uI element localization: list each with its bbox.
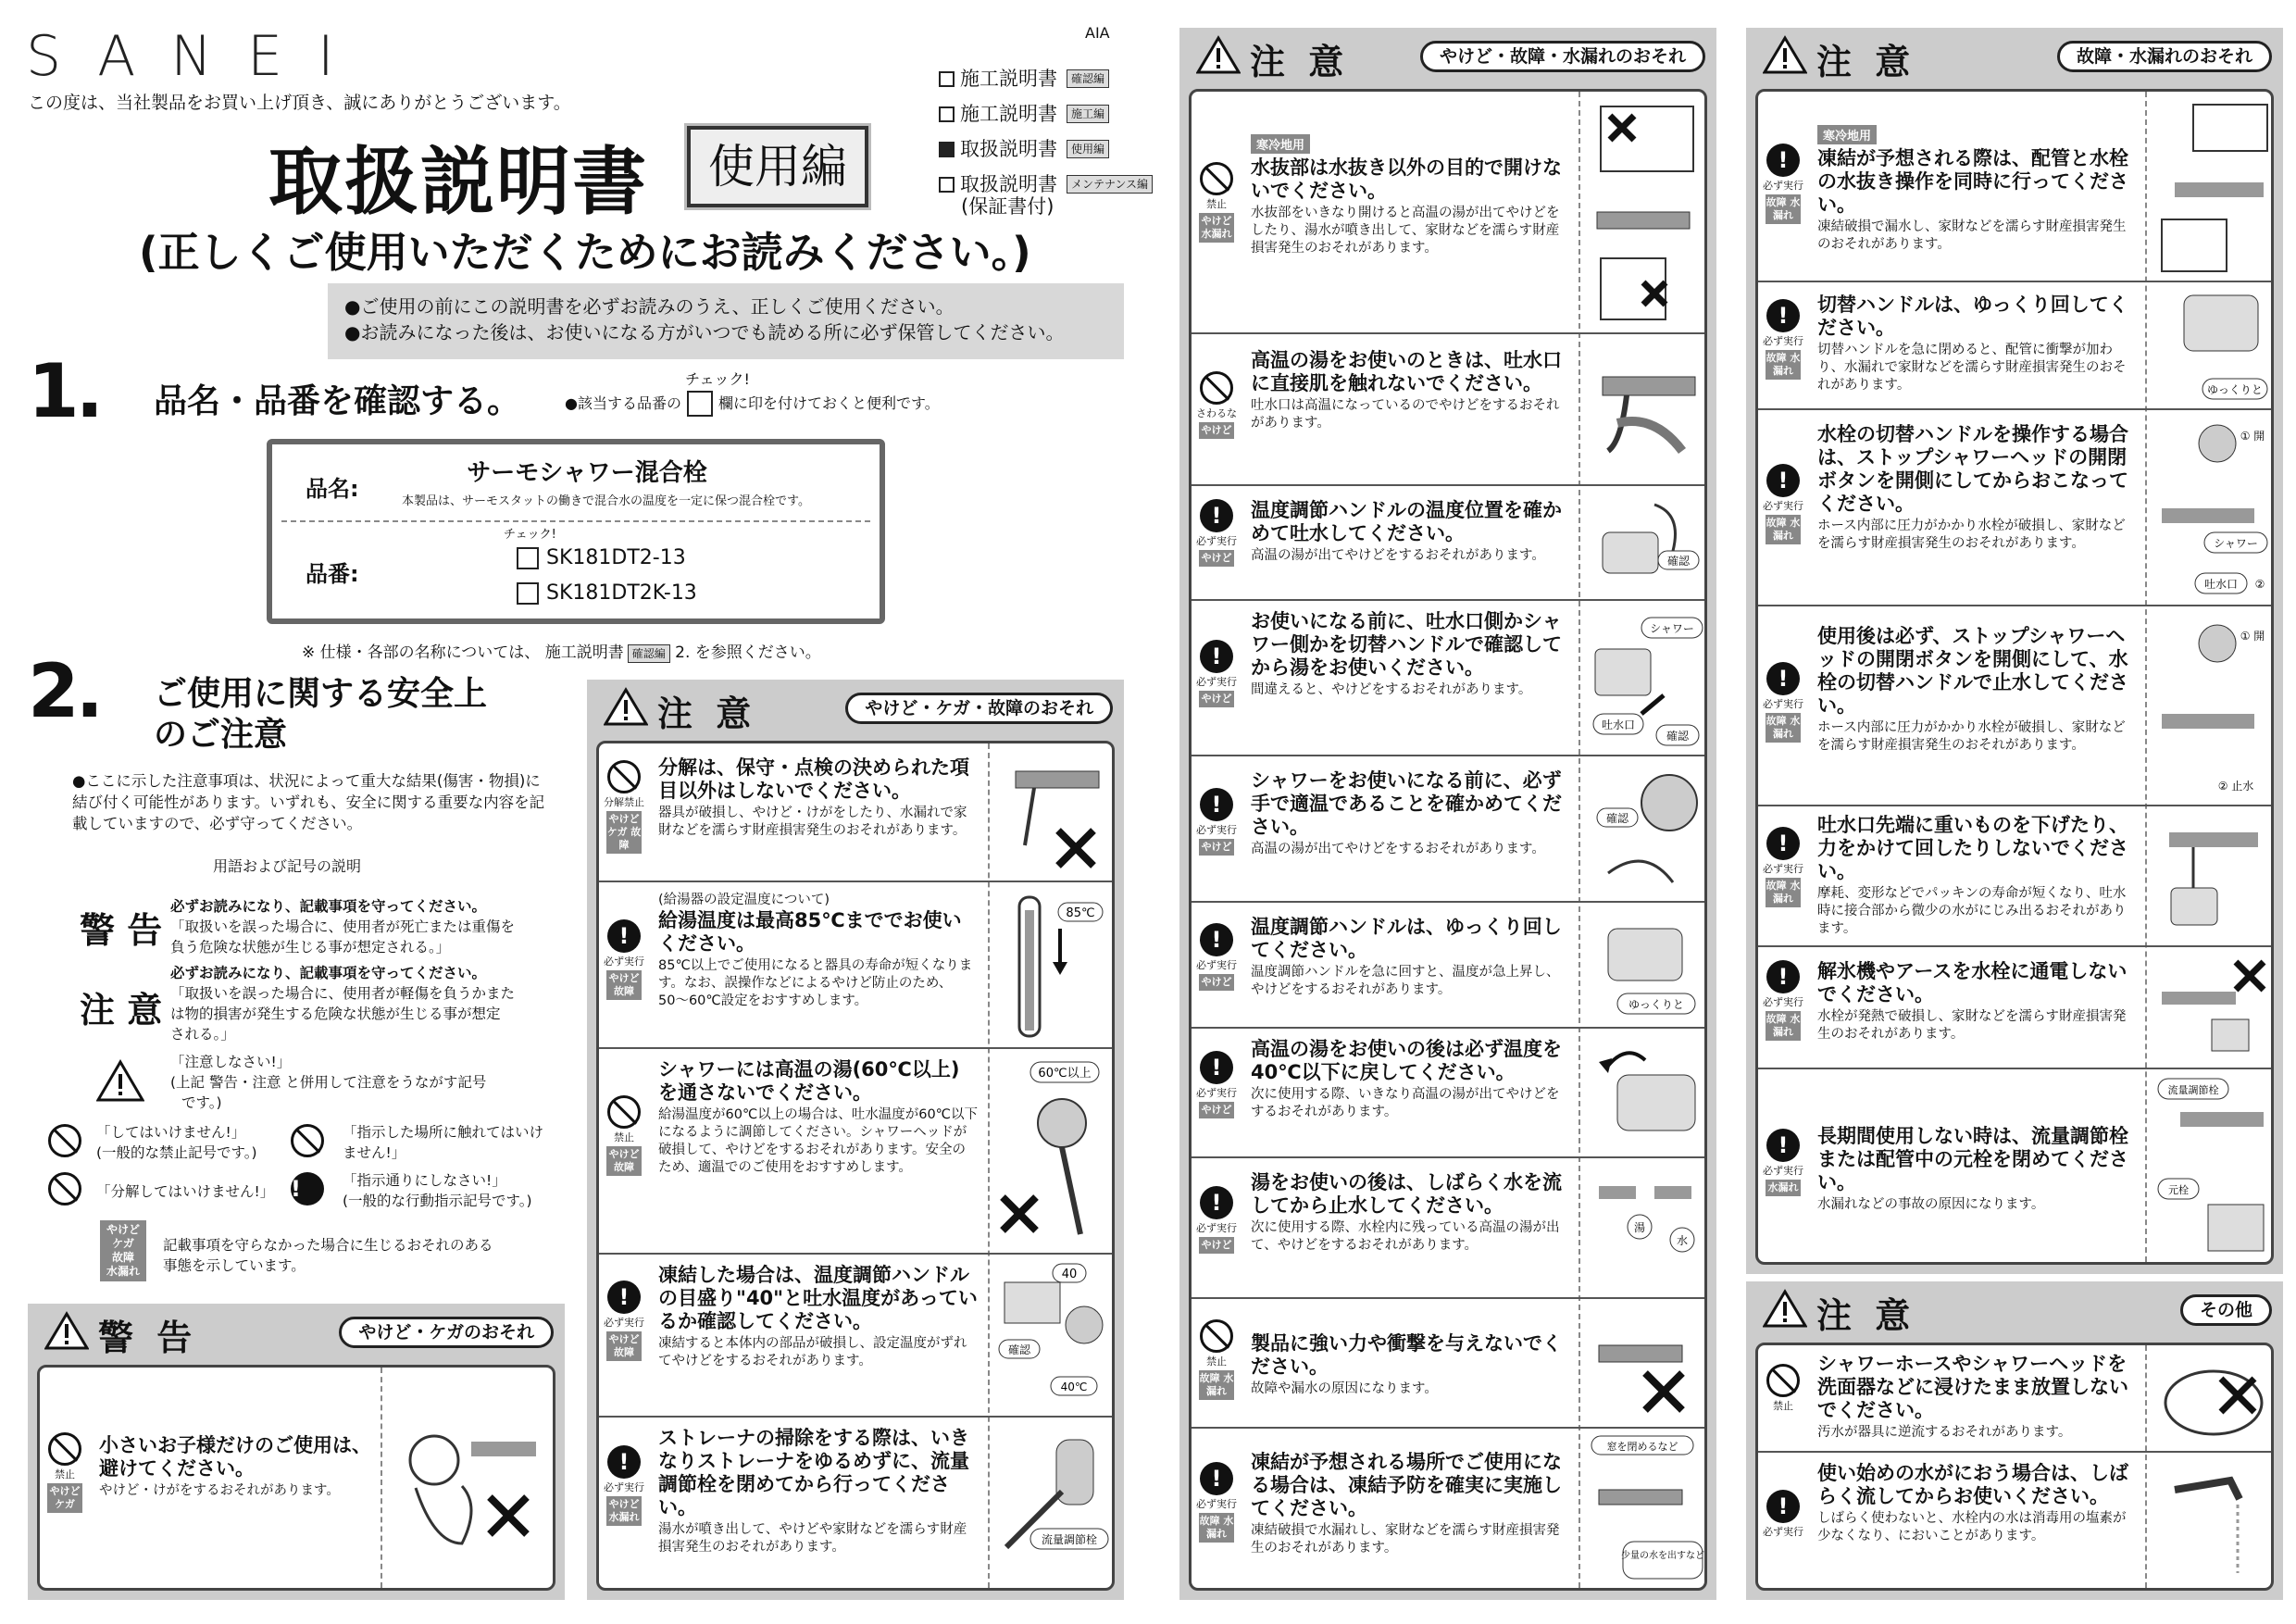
- temp-handle-illustration: [1590, 495, 1704, 592]
- caution-item: ! 必ず実行 やけど 湯をお使いの後は、しばらく水を流してから止水してください。 次に使用する際、水栓内に残っている高温の湯が出て、やけどをするおそれがあります。 湯 水: [1192, 1158, 1704, 1299]
- mandatory-icon: !: [1766, 662, 1800, 695]
- svg-text:元栓: 元栓: [2168, 1184, 2189, 1196]
- drain-plug-illustration: [1588, 101, 1704, 323]
- mandatory-icon: !: [1200, 923, 1233, 956]
- heavy-object-illustration: [2156, 814, 2271, 940]
- panel-title: 注 意: [1816, 1295, 1916, 1336]
- svg-text:窓を閉めるなど: 窓を閉めるなど: [1606, 1441, 1678, 1453]
- panel-pill: 故障・水漏れのおそれ: [2057, 41, 2272, 72]
- caution-item: ! 必ず実行 故障 水漏れ 寒冷地用 凍結が予想される際は、配管と水栓の水抜き操作を同時に行ってください。 凍結破損で漏水し、家財などを濡らす財産損害発生のおそれがあります。: [1758, 92, 2271, 282]
- mandatory-icon: !: [607, 1280, 641, 1314]
- product-desc: 本製品は、サーモスタットの働きで混合水の温度を一定に保つ混合栓です。: [402, 494, 810, 508]
- warning-panel: [28, 1304, 565, 1600]
- checkbox-sample: [687, 391, 713, 417]
- product-box: 品名: サーモシャワー混合栓 本製品は、サーモスタットの働きで混合水の温度を一定に保つ混合栓です。 品番: チェック! SK181DT2-13 SK181DT2K-13: [267, 439, 885, 624]
- model-checkbox[interactable]: [517, 547, 539, 569]
- caution-item: ! 必ず実行 故障 水漏れ 使用後は必ず、ストップシャワーヘッドの開閉ボタンを開側にして、水栓の切替ハンドルで止水してください。 ホース内部に圧力がかかり水栓が破損し、家財などを濡らす財産損害発生のおそれがあります。 ① 開 ② 止水: [1758, 606, 2271, 806]
- checkbox[interactable]: [939, 106, 955, 122]
- svg-text:① 開: ① 開: [2240, 430, 2265, 443]
- panel-title: 注 意: [1250, 42, 1350, 82]
- panel-pill: やけど・故障・水漏れのおそれ: [1420, 41, 1705, 72]
- caution-item: ! 必ず実行 やけど 故障 凍結した場合は、温度調節ハンドルの目盛り"40"と吐水温度があっているか確認してください。 凍結すると本体内の部品が破損し、設定温度がずれてやけどをするおそれがあります。 40 確認 40℃: [599, 1255, 1112, 1418]
- section-heading: 品名・品番を確認する。: [154, 382, 521, 420]
- mandatory-icon: !: [1200, 788, 1233, 821]
- triangle-legend: 「注意しなさい!」 (上記 警告・注意 と併用して注意をうながす記号 です。): [170, 1054, 487, 1111]
- safety-intro: ●ここに示した注意事項は、状況によって重大な結果(傷害・物損)に結び付く可能性があります。いずれも、安全に関する重要な内容を記載していますので、必ず守ってください。: [72, 772, 545, 832]
- mandatory-icon: !: [1200, 499, 1233, 532]
- caution-item: ! 必ず実行 やけど 温度調節ハンドルの温度位置を確かめて吐水してください。 高温の湯が出てやけどをするおそれがあります。 確認: [1192, 486, 1704, 601]
- panel-title: 注 意: [1816, 42, 1916, 82]
- caution-item: 禁止 やけど 水漏れ 寒冷地用 水抜部は水抜き以外の目的で開けないでください。 水抜部をいきなり開けると高温の湯が出てやけどをしたり、湯水が噴き出して、家財などを濡らす財産損害発生のおそれがあります。: [1192, 92, 1704, 334]
- divider: [281, 520, 870, 522]
- svg-text:シャワー: シャワー: [1650, 622, 1694, 635]
- warning-triangle-icon: [44, 1311, 89, 1350]
- svg-text:確認: 確認: [1605, 812, 1629, 825]
- caution-panel: [1746, 1281, 2283, 1600]
- model-list: SK181DT2-13 SK181DT2K-13: [517, 541, 697, 611]
- mandatory-icon: !: [607, 1445, 641, 1479]
- doc-code: AIA: [1085, 24, 1110, 42]
- product-name-label: 品名:: [306, 476, 359, 502]
- svg-text:シャワー: シャワー: [2214, 537, 2258, 550]
- legend-title: 用語および記号の説明: [213, 857, 362, 875]
- no-disassemble-legend: 「分解してはいけません!」: [96, 1183, 275, 1200]
- mandatory-icon: !: [291, 1172, 324, 1208]
- svg-text:60℃以上: 60℃以上: [1038, 1067, 1092, 1081]
- svg-text:吐水口: 吐水口: [2203, 578, 2239, 591]
- doclist-item: 取扱説明書 メンテナンス編: [939, 172, 1153, 196]
- running-water-illustration: [2156, 1462, 2271, 1584]
- hand-shower-illustration: [1590, 762, 1704, 897]
- prohibit-legend: 「してはいけません!」 (一般的な禁止記号です。): [96, 1124, 257, 1161]
- caution-item: ! 必ず実行 やけど シャワーをお使いになる前に、必ず手で適温であることを確かめてください。 高温の湯が出てやけどをするおそれがあります。 確認: [1192, 756, 1704, 903]
- warning-text: 必ずお読みになり、記載事項を守ってください。 「取扱いを誤った場合に、使用者が死亡または重傷を 負う危険な状態が生じる事が想定される。」: [170, 898, 516, 956]
- valve-close-illustration: [2152, 1075, 2273, 1262]
- mandatory-icon: !: [607, 919, 641, 953]
- caution-item: ! 必ず実行 やけど 温度調節ハンドルは、ゆっくり回してください。 温度調節ハンドルを急に回すと、温度が急上昇し、やけどをするおそれがあります。 ゆっくりと: [1192, 903, 1704, 1029]
- dial-40-illustration: [995, 1260, 1114, 1414]
- mandatory-icon: !: [1200, 1051, 1233, 1084]
- thaw-device-illustration: [2156, 955, 2271, 1064]
- caution-item: 禁止 シャワーホースやシャワーヘッドを洗面器などに浸けたまま放置しないでください。 汚水が器具に逆流するおそれがあります。: [1758, 1345, 2271, 1453]
- mandatory-icon: !: [1766, 827, 1800, 860]
- reference-note: ※ 仕様・各部の名称については、 施工説明書 確認編 2. を参照ください。: [302, 643, 821, 662]
- hot-cold-illustration: [1590, 1168, 1704, 1293]
- mandatory-icon: !: [1766, 1129, 1800, 1162]
- caution-item: ! 必ず実行 故障 水漏れ 水栓の切替ハンドルを操作する場合は、ストップシャワーヘッドの開閉ボタンを開側にしてからおこなってください。 ホース内部に圧力がかかり水栓が破損し、家財などを濡らす財産損害発生のおそれがあります。 ① 開 シャワー 吐水口 ②: [1758, 410, 2271, 606]
- panel-body: [1755, 1343, 2274, 1591]
- faucet-disassemble-illustration: [997, 753, 1112, 873]
- caution-panel: [1746, 28, 2283, 1274]
- mandatory-icon: !: [1200, 1186, 1233, 1219]
- warning-label: 警 告: [80, 910, 163, 951]
- basin-illustration: [2156, 1351, 2271, 1447]
- svg-text:ゆっくりと: ゆっくりと: [2207, 383, 2263, 396]
- slow-turn-illustration: [1590, 910, 1704, 1023]
- mandatory-icon: !: [1766, 464, 1800, 497]
- caution-item: ! 必ず実行 故障 水漏れ 切替ハンドルは、ゆっくり回してください。 切替ハンドルを急に閉めると、配管に衝撃が加わり、水漏れで家財などを濡らす財産損害発生のおそれがあります。 ゆっくりと: [1758, 282, 2271, 410]
- caution-item: さわるな やけど 高温の湯をお使いのときは、吐水口に直接肌を触れないでください。 吐水口は高温になっているのでやけどをするおそれがあります。: [1192, 334, 1704, 486]
- caution-item: ! 必ず実行 水漏れ 長期間使用しない時は、流量調節栓または配管中の元栓を閉めてください。 水漏れなどの事故の原因になります。 流量調節栓 元栓: [1758, 1069, 2271, 1265]
- brand-logo: SANEI: [26, 24, 369, 89]
- caution-item: 禁止 故障 水漏れ 製品に強い力や衝撃を与えないでください。 故障や漏水の原因になります。: [1192, 1299, 1704, 1429]
- shower-head-illustration: [997, 1058, 1112, 1243]
- section-number: 1.: [28, 348, 101, 434]
- caution-item: ! 必ず実行 やけど お使いになる前に、吐水口側かシャワー側かを切替ハンドルで確認してから湯をお使いください。 間違えると、やけどをするおそれがあります。 シャワー 吐水口 確認: [1192, 601, 1704, 756]
- edition-badge: 使用編: [687, 126, 868, 207]
- reset-40-illustration: [1590, 1038, 1704, 1149]
- caution-panel: [1179, 28, 1716, 1600]
- mandatory-icon: !: [1766, 1490, 1800, 1523]
- panel-title: 警 告: [98, 1318, 198, 1358]
- hazard-tag-sample: やけど ケガ 故障 水漏れ: [100, 1220, 146, 1281]
- svg-text:流量調節栓: 流量調節栓: [1041, 1533, 1098, 1546]
- switch-handle-illustration: [1586, 612, 1706, 751]
- spout-illustration: [1590, 349, 1704, 469]
- caution-panel: [587, 680, 1124, 1600]
- caution-text: 必ずお読みになり、記載事項を守ってください。 「取扱いを誤った場合に、使用者が軽傷を負うかまた は物的損害が発生する危険な状態が生じる事が想定 される。」: [170, 965, 516, 1043]
- no-touch-icon: [1200, 371, 1233, 405]
- doclist-note: (保証書付): [961, 195, 1054, 218]
- item-text: 小さいお子様だけのご使用は、避けてください。 やけど・けがをするおそれがあります。: [99, 1434, 371, 1498]
- model-checkbox[interactable]: [517, 582, 539, 605]
- panel-title: 注 意: [657, 693, 757, 734]
- stop-shower-open-illustration: [2152, 416, 2273, 601]
- caution-item: ! 必ず実行 故障 水漏れ 吐水口先端に重いものを下げたり、力をかけて回したりしないでください。 摩耗、変形などでパッキンの寿命が短くなり、吐水時に接合部から微少の水がにじみ出るおそれがあります。: [1758, 806, 2271, 947]
- caution-item: ! 必ず実行 故障 水漏れ 解氷機やアースを水栓に通電しないでください。 水栓が発熱で破損し、家財などを濡らす財産損害発生のおそれがあります。: [1758, 947, 2271, 1069]
- svg-text:水: 水: [1676, 1234, 1689, 1247]
- doclist-item: 施工説明書 施工編: [939, 96, 1153, 131]
- subtitle: (正しくご使用いただくためにお読みください。): [139, 228, 1031, 277]
- thermometer-illustration: [1006, 892, 1108, 1040]
- prohibit-icon: [607, 1095, 641, 1129]
- svg-text:②: ②: [2254, 578, 2265, 591]
- panel-pill: その他: [2180, 1294, 2272, 1326]
- mandatory-icon: !: [1200, 640, 1233, 673]
- no-touch-legend: 「指示した場所に触れてはいけ ません!」: [343, 1124, 544, 1161]
- prohibit-icon: [1200, 1319, 1233, 1353]
- svg-text:40: 40: [1061, 1268, 1078, 1281]
- caution-item: 分解禁止 やけど ケガ 故障 分解は、保守・点検の決められた項目以外はしないでください。 器具が破損し、やけど・けがをしたり、水漏れで家財などを濡らす財産損害発生のおそれがあります。: [599, 743, 1112, 882]
- prohibit-icon: [48, 1432, 81, 1466]
- warning-triangle-icon: [1763, 1289, 1807, 1328]
- warning-triangle-icon: [604, 687, 648, 726]
- prohibit-icon: [1766, 1364, 1800, 1397]
- hazard-tag-legend: 記載事項を守らなかった場合に生じるおそれのある 事態を示しています。: [163, 1237, 493, 1274]
- strainer-illustration: [997, 1427, 1112, 1584]
- product-name: サーモシャワー混合栓: [467, 459, 707, 487]
- svg-text:確認: 確認: [1666, 555, 1691, 568]
- switch-slow-illustration: [2156, 290, 2271, 405]
- mandatory-icon: !: [1766, 144, 1800, 177]
- drain-operation-illustration: [2156, 99, 2271, 275]
- panel-body: [37, 1365, 555, 1591]
- section-heading: ご使用に関する安全上 のご注意: [154, 675, 488, 754]
- panel-header: [1179, 28, 1716, 80]
- impact-illustration: [1590, 1308, 1704, 1419]
- doclist-item: 施工説明書 確認編: [939, 61, 1153, 96]
- svg-text:湯: 湯: [1633, 1221, 1646, 1234]
- mandatory-icon: !: [1766, 960, 1800, 993]
- document-list: [939, 61, 1153, 217]
- read-notice: ●ご使用の前にこの説明書を必ずお読みのうえ、正しくご使用ください。 ●お読みになった後は、お使いになる方がいつでも読める所に必ず保管してください。: [328, 283, 1124, 359]
- caution-item: 禁止 やけど 故障 シャワーには高温の湯(60℃以上)を通さないでください。 給湯温度が60℃以上の場合は、吐水温度が60℃以下になるように調節してください。シャワーヘッドが破損して、やけどをするおそれがあります。安全のため、適温でのご使用をおすすめします。 60℃以上: [599, 1049, 1112, 1255]
- greeting: この度は、当社製品をお買い上げ頂き、誠にありがとうございます。: [28, 93, 571, 113]
- panel-body: [596, 741, 1115, 1591]
- mandatory-legend: 「指示通りにしなさい!」 (一般的な行動指示記号です。): [343, 1172, 532, 1209]
- item-symbol: 禁止 やけど ケガ: [44, 1432, 86, 1513]
- check-hint: チェック! ●該当する品番の 欄に印を付けておくと便利です。: [565, 369, 940, 417]
- panel-header: [587, 680, 1124, 734]
- mandatory-icon: !: [1766, 299, 1800, 332]
- warning-triangle-icon: [96, 1059, 144, 1102]
- prohibit-icon: [48, 1124, 81, 1160]
- panel-header: [1746, 28, 2283, 80]
- prohibit-icon: [1200, 162, 1233, 195]
- mandatory-icon: !: [1200, 1462, 1233, 1495]
- panel-body: [1189, 89, 1707, 1591]
- no-disassemble-icon: [48, 1172, 81, 1208]
- checkbox[interactable]: [939, 71, 955, 87]
- section-number: 2.: [28, 648, 101, 734]
- no-touch-icon: [291, 1124, 324, 1160]
- caution-item: ! 必ず実行 やけど 故障 (給湯器の設定温度について) 給湯温度は最高85℃まででお使いください。 85℃以上でご使用になると器具の寿命が短くなります。なお、誤操作などによるやけど防止のため、50〜60℃設定をおすすめします。 85℃: [599, 882, 1112, 1049]
- svg-text:ゆっくりと: ゆっくりと: [1628, 998, 1684, 1011]
- page-title: 取扱説明書: [268, 139, 648, 225]
- svg-text:40℃: 40℃: [1060, 1380, 1088, 1393]
- caution-item: ! 必ず実行 やけど 高温の湯をお使いの後は必ず温度を40℃以下に戻してください。 次に使用する際、いきなり高温の湯が出てやけどをするおそれがあります。: [1192, 1029, 1704, 1158]
- panel-header: [1746, 1281, 2283, 1336]
- panel-header: [28, 1304, 565, 1358]
- svg-text:確認: 確認: [1007, 1343, 1031, 1356]
- product-number-label: 品番:: [306, 561, 359, 587]
- svg-text:① 開: ① 開: [2240, 630, 2265, 643]
- doclist-item: 取扱説明書 使用編: [939, 131, 1153, 167]
- temp-85-label: 85℃: [1066, 906, 1095, 920]
- svg-text:流量調節栓: 流量調節栓: [2167, 1084, 2219, 1096]
- no-disassemble-icon: [607, 760, 641, 793]
- caution-label: 注 意: [80, 990, 163, 1031]
- svg-text:吐水口: 吐水口: [1601, 718, 1636, 731]
- freeze-prevention-illustration: [1586, 1434, 1706, 1588]
- svg-text:確認: 確認: [1666, 730, 1690, 743]
- panel-pill: やけど・ケガ・故障のおそれ: [845, 693, 1113, 724]
- checkbox[interactable]: [939, 177, 955, 193]
- panel-pill: やけど・ケガのおそれ: [339, 1317, 554, 1348]
- svg-text:② 止水: ② 止水: [2217, 780, 2254, 793]
- stop-shower-close-illustration: [2152, 612, 2273, 801]
- checkbox-checked[interactable]: [939, 142, 955, 157]
- warning-triangle-icon: [1196, 35, 1241, 74]
- child-faucet-illustration: [388, 1405, 545, 1562]
- panel-body: [1755, 89, 2274, 1265]
- caution-item: ! 必ず実行 使い始めの水がにおう場合は、しばらく流してからお使いください。 しばらく使わないと、水栓内の水は消毒用の塩素が少なくなり、においことがあります。: [1758, 1453, 2271, 1591]
- svg-text:少量の水を出すなど: 少量の水を出すなど: [1621, 1551, 1704, 1561]
- caution-item: ! 必ず実行 故障 水漏れ 凍結が予想される場所でご使用になる場合は、凍結予防を確実に実施してください。 凍結破損で水漏れし、家財などを濡らす財産損害発生のおそれがあります。 窓を閉めるなど 少量の水を出すなど: [1192, 1429, 1704, 1591]
- warning-triangle-icon: [1763, 35, 1807, 74]
- caution-item: ! 必ず実行 やけど 水漏れ ストレーナの掃除をする際は、いきなりストレーナをゆるめずに、流量調節栓を閉めてから行ってください。 湯水が噴き出して、やけどや家財などを濡らす財産損害発生のおそれがあります。 流量調節栓: [599, 1418, 1112, 1591]
